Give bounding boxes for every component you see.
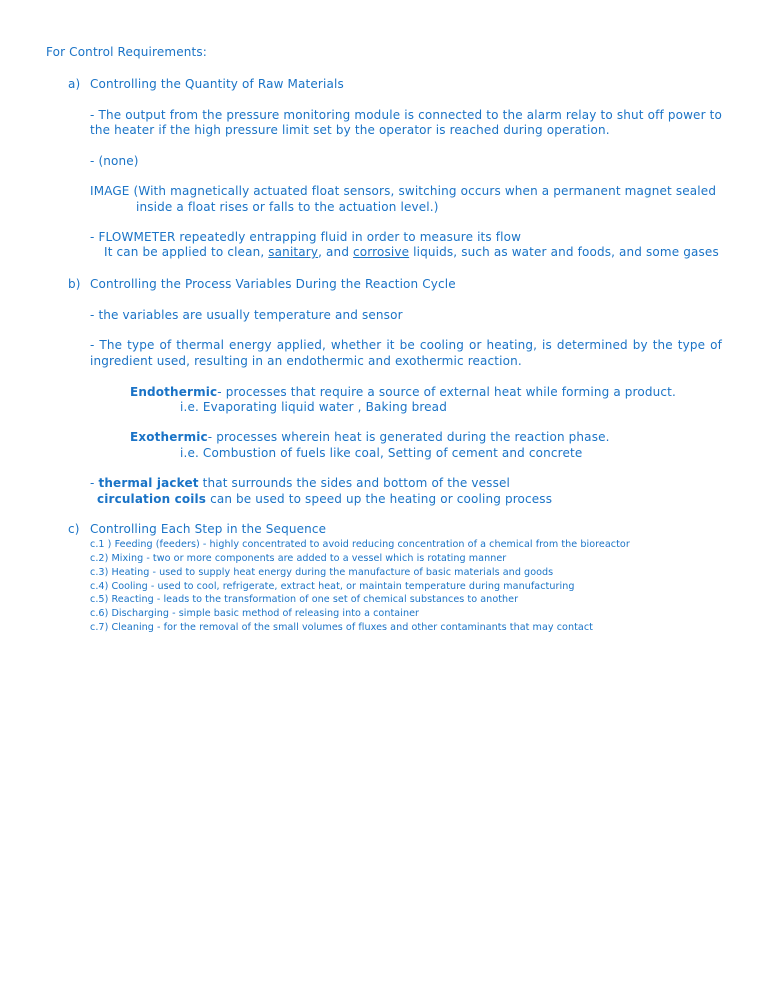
image-caption-line2: inside a float rises or falls to the actuation level.) — [136, 200, 439, 214]
section-b-title: Controlling the Process Variables During the Reaction Cycle — [90, 277, 456, 291]
thermal-jacket-line — [90, 476, 510, 491]
step-cleaning: c.7) Cleaning - for the removal of the small volumes of fluxes and other contaminants that may contact — [90, 622, 593, 633]
step-cooling: c.4) Cooling - used to cool, refrigerate, extract heat, or maintain temperature during manufacturing — [90, 581, 575, 592]
section-b-marker: b) — [68, 277, 81, 291]
thermal-energy-line2: ingredient used, resulting in an endothermic and exothermic reaction. — [90, 354, 522, 368]
endothermic-term: Endothermic — [130, 385, 218, 399]
document-heading: For Control Requirements: — [46, 45, 207, 59]
corrosive-term: corrosive — [353, 245, 410, 259]
thermal-energy-line1: - The type of thermal energy applied, whether it be cooling or heating, is determined by the type of — [90, 338, 722, 352]
section-c-title: Controlling Each Step in the Sequence — [90, 522, 327, 536]
pressure-paragraph-line2: the heater if the high pressure limit set by the operator is reached during operation. — [90, 123, 610, 137]
flowmeter-line1: - FLOWMETER repeatedly entrapping fluid in order to measure its flow — [90, 230, 522, 244]
step-heating: c.3) Heating - used to supply heat energy during the manufacture of basic materials and goods — [90, 567, 554, 578]
flowmeter-line2-start: It can be applied to clean, — [104, 245, 269, 259]
step-mixing: c.2) Mixing - two or more components are added to a vessel which is rotating manner — [90, 553, 507, 564]
thermal-jacket-text: that surrounds the sides and bottom of the vessel — [198, 476, 510, 490]
pressure-paragraph-line1: - The output from the pressure monitoring module is connected to the alarm relay to shut off power to — [90, 108, 722, 122]
image-caption-line1: IMAGE (With magnetically actuated float sensors, switching occurs when a permanent magnet sealed — [90, 184, 717, 198]
section-c-marker: c) — [68, 522, 80, 536]
endothermic-example: i.e. Evaporating liquid water , Baking bread — [180, 400, 447, 414]
endothermic-definition — [130, 385, 676, 400]
exothermic-term: Exothermic — [130, 430, 208, 444]
none-item: - (none) — [90, 154, 139, 168]
flowmeter-line2 — [104, 245, 719, 260]
endothermic-text: - processes that require a source of external heat while forming a product. — [217, 385, 676, 399]
circulation-coils-text: can be used to speed up the heating or cooling process — [206, 492, 553, 506]
step-feeding: c.1 ) Feeding (feeders) - highly concentrated to avoid reducing concentration of a chemical from the bioreactor — [90, 539, 630, 550]
thermal-jacket-dash: - — [90, 476, 99, 490]
exothermic-definition — [130, 430, 610, 445]
sanitary-term: sanitary — [268, 245, 319, 259]
step-reacting: c.5) Reacting - leads to the transformation of one set of chemical substances to another — [90, 594, 519, 605]
step-discharging: c.6) Discharging - simple basic method of releasing into a container — [90, 608, 420, 619]
flowmeter-line2-end: liquids, such as water and foods, and some gases — [409, 245, 719, 259]
flowmeter-line2-mid: , and — [318, 245, 354, 259]
circulation-coils-line — [97, 492, 552, 507]
exothermic-text: - processes wherein heat is generated during the reaction phase. — [207, 430, 610, 444]
section-a-marker: a) — [68, 77, 81, 91]
circulation-coils-term: circulation coils — [97, 492, 207, 506]
exothermic-example: i.e. Combustion of fuels like coal, Setting of cement and concrete — [180, 446, 583, 460]
variables-line: - the variables are usually temperature and sensor — [90, 308, 403, 322]
thermal-jacket-term: thermal jacket — [98, 476, 199, 490]
section-a-title: Controlling the Quantity of Raw Materials — [90, 77, 344, 91]
